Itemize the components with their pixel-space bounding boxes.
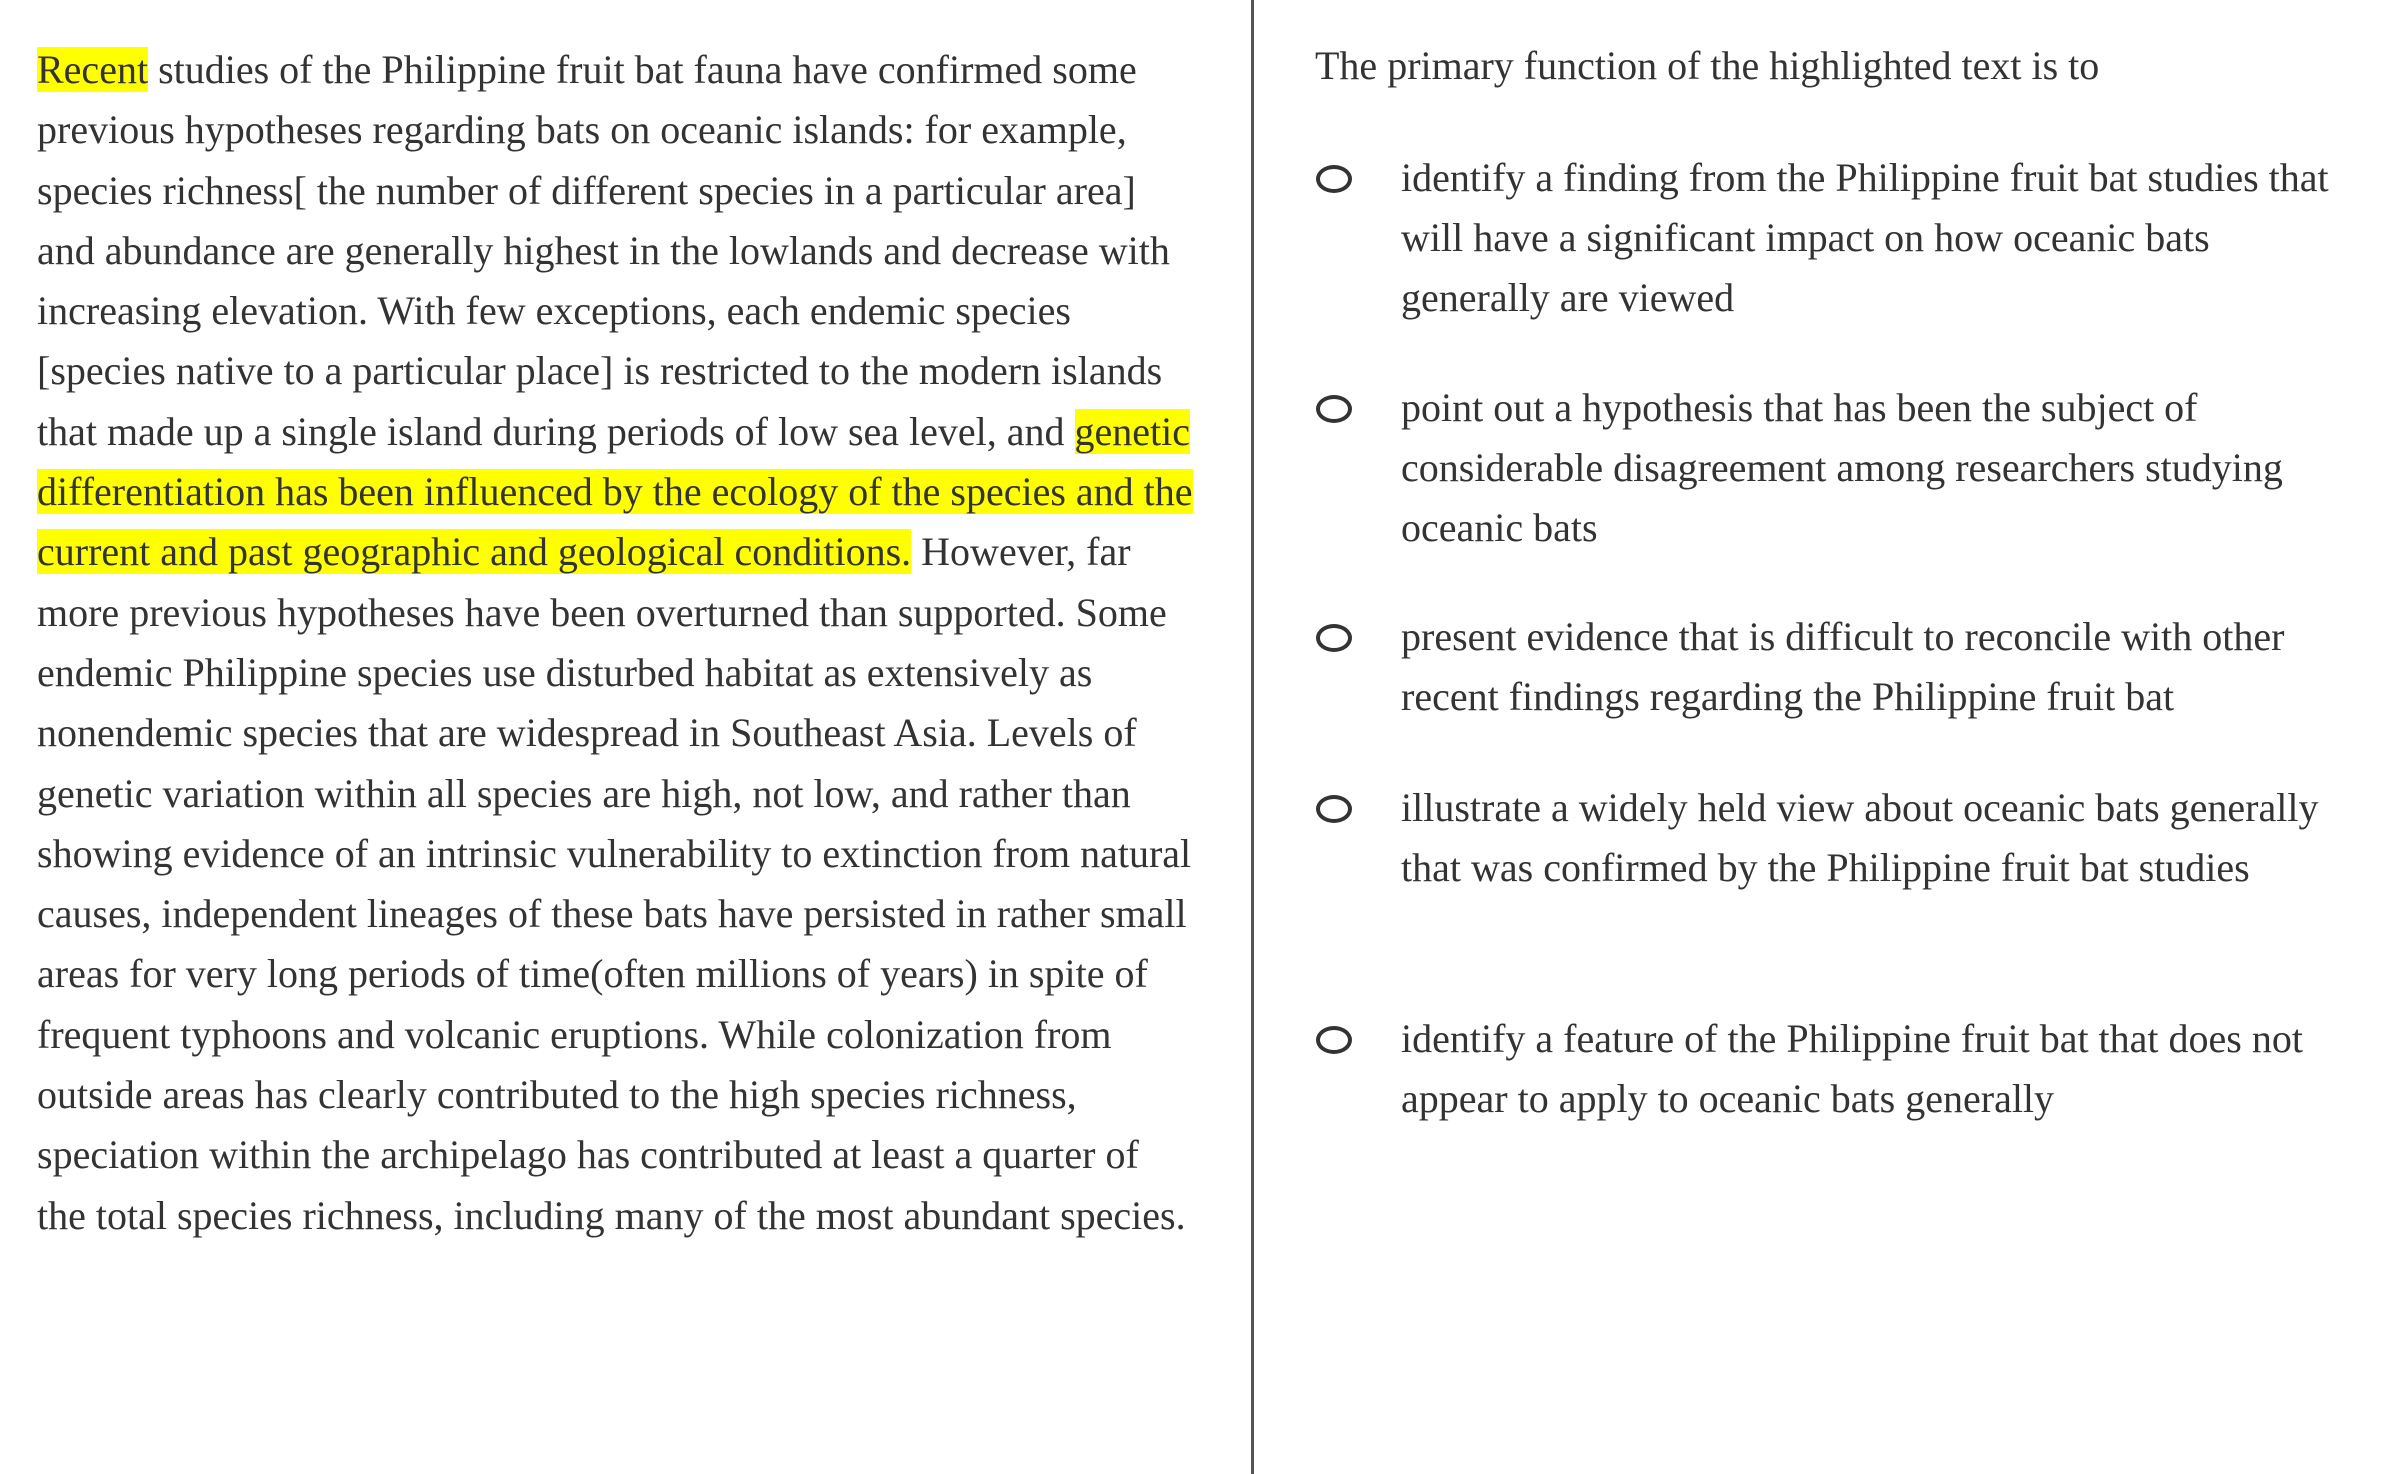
radio-button-icon[interactable] [1316,1026,1352,1054]
radio-button-icon[interactable] [1316,165,1352,193]
radio-button-icon[interactable] [1316,795,1352,823]
radio-button-icon[interactable] [1316,624,1352,652]
radio-button-icon[interactable] [1316,395,1352,423]
passage-text [37,40,1197,1246]
passage-segment: studies of the Philippine fruit bat fauna have confirmed some previous hypotheses regarding bats on oceanic islands: for example, species richness[ the number of different species in a particular area] and abundance are generally highest in the lowlands and decrease with increasing elevation. With few exceptions, each endemic species [species native to a particular place] is restricted to the modern islands that made up a single island during periods of low sea level, and [37,47,1170,454]
passage-highlight-1: Recent [37,47,149,92]
answer-option-label: present evidence that is difficult to reconcile with other recent findings regarding the Philippine fruit bat [1401,614,2285,719]
question-stem: The primary function of the highlighted text is to [1315,43,2100,88]
answer-option-label: illustrate a widely held view about oceanic bats generally that was confirmed by the Philippine fruit bat studies [1401,785,2319,890]
passage-segment: However, far more previous hypotheses have been overturned than supported. Some endemic Philippine species use disturbed habitat as extensively as nonendemic species that are widespread in Southeast Asia. Levels of genetic variation within all species are high, not low, and rather than showing evidence of an intrinsic vulnerability to extinction from natural causes, independent lineages of these bats have persisted in rather small areas for very long periods of time(often millions of years) in spite of frequent typhoons and volcanic eruptions. While colonization from outside areas has clearly contributed to the high species richness, speciation within the archipelago has contributed at least a quarter of the total species richness, including many of the most abundant species. [37,529,1192,1238]
answer-option-label: identify a feature of the Philippine fruit bat that does not appear to apply to oceanic bats generally [1401,1016,2303,1121]
passage-highlight-2: genetic differentiation has been influenced by the ecology of the species and the current and past geographic and geological conditions. [37,408,1193,575]
answer-option-label: identify a finding from the Philippine fruit bat studies that will have a significant impact on how oceanic bats generally are viewed [1401,155,2329,320]
answer-option-label: point out a hypothesis that has been the subject of considerable disagreement among researchers studying oceanic bats [1401,385,2283,550]
question-pane [1254,0,2400,1474]
